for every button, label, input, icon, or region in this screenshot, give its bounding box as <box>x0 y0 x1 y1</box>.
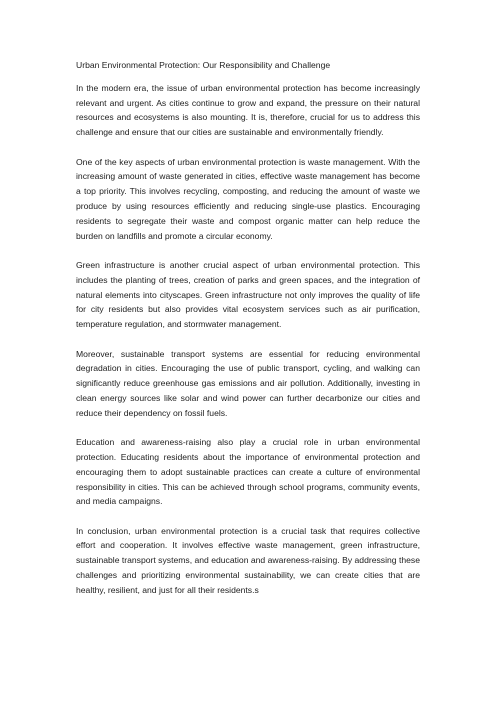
paragraph-waste-management: One of the key aspects of urban environmental protection is waste management. With the increasing amount of waste generated in cities, effective waste management has become a top priority. This involves recycling, composting, and reducing the amount of waste we produce by using resources efficiently and reducing single-use plastics. Encouraging residents to segregate their waste and compost organic matter can help reduce the burden on landfills and promote a circular economy. <box>76 156 420 241</box>
document-title: Urban Environmental Protection: Our Responsibility and Challenge <box>76 60 331 70</box>
paragraph-education: Education and awareness-raising also play a crucial role in urban environmental protection. Educating residents about the importance of environmental protection and encouraging them to adopt sustainable practices can create a culture of environmental responsibility in cities. This can be achieved through school programs, community events, and media campaigns. <box>76 437 420 507</box>
document-page <box>76 58 420 598</box>
paragraph-intro: In the modern era, the issue of urban environmental protection has become increasingly relevant and urgent. As cities continue to grow and expand, the pressure on their natural resources and ecosystems is also mounting. It is, therefore, crucial for us to address this challenge and ensure that our cities are sustainable and environmentally friendly. <box>76 82 420 138</box>
paragraph-green-infrastructure: Green infrastructure is another crucial aspect of urban environmental protection. This includes the planting of trees, creation of parks and green spaces, and the integration of natural elements into cityscapes. Green infrastructure not only improves the quality of life for city residents but also provides vital ecosystem services such as air purification, temperature regulation, and stormwater management. <box>76 259 420 330</box>
paragraph-conclusion: In conclusion, urban environmental protection is a crucial task that requires collective effort and cooperation. It involves effective waste management, green infrastructure, sustainable transport systems, and education and awareness-raising. By addressing these challenges and prioritizing environmental sustainability, we can create cities that are healthy, resilient, and just for all their residents.s <box>76 525 420 595</box>
paragraph-sustainable-transport: Moreover, sustainable transport systems are essential for reducing environmental degradation in cities. Encouraging the use of public transport, cycling, and walking can significantly reduce greenhouse gas emissions and air pollution. Additionally, investing in clean energy sources like solar and wind power can further decarbonize our cities and reduce their dependency on fossil fuels. <box>76 348 420 418</box>
